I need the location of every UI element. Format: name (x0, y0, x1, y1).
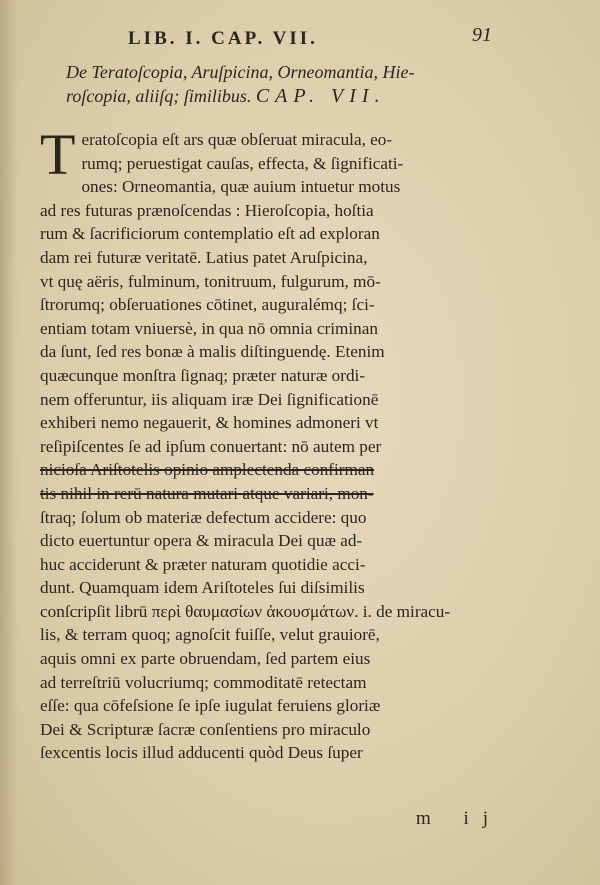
drop-cap: T (40, 122, 76, 187)
text-line-18: dicto euertuntur opera & miracula Dei quæ ad- (40, 531, 363, 551)
main-text (40, 122, 520, 765)
text-line-10: da ſunt, ſed res bonæ à malis diſtinguendę. Etenim (40, 342, 385, 362)
running-head: LIB. I. CAP. VII. (128, 28, 318, 49)
text-line-24: ad terreſtriū volucriumq; commoditatē retectam (40, 672, 367, 692)
text-line-7: vt quę aëris, fulminum, tonitruum, fulgurum, mō- (40, 271, 381, 291)
page-number: 91 (472, 24, 492, 46)
text-line-26: Dei & Scripturæ ſacræ conſentiens pro miraculo (40, 719, 371, 739)
text-line-12: nem offeruntur, iis aliquam iræ Dei ſignificationē (40, 389, 379, 409)
text-line-23: aquis omni ex parte obruendam, ſed partem eius (40, 649, 371, 669)
text-line-22: lis, & terram quoq; agnoſcit fuiſſe, velut grauiorē, (40, 625, 380, 645)
text-line-3: ones: Orneomantia, quæ auium intuetur motus (81, 177, 401, 197)
signature-mark: m ij (416, 808, 503, 829)
page-gutter-shadow (0, 0, 18, 885)
text-line-4: ad res futuras prænoſcendas : Hieroſcopia, hoſtia (40, 200, 374, 220)
text-line-15-struck: nicioſa Ariſtotelis opinio amplectenda confirman (40, 460, 375, 480)
text-line-9: entiam totam vniuersè, in qua nō omnia criminan (40, 318, 378, 338)
text-line-20: dunt. Quamquam idem Ariſtoteles ſui diſsimilis (40, 578, 365, 598)
chapter-title-line-2-text: roſcopia, aliiſq; ſimilibus. (66, 86, 252, 106)
text-line-19: huc acciderunt & præter naturam quotidie acci- (40, 554, 366, 574)
text-line-21: conſcripſit librū περὶ θαυμασίων ἀκουσμάτων. i. de miracu- (40, 601, 451, 621)
text-line-17: ſtraq; ſolum ob materiæ defectum accidere: quo (40, 507, 367, 527)
text-line-13: exhiberi nemo negauerit, & homines admoneri vt (40, 413, 379, 433)
text-line-1: eratoſcopia eſt ars quæ obſeruat miracula, eo- (81, 130, 393, 149)
text-line-27: ſexcentis locis illud adducenti quòd Deus ſuper (40, 743, 363, 763)
text-line-8: ſtrorumq; obſeruationes cōtinet, auguralémq; ſci- (40, 295, 375, 315)
text-line-5: rum & ſacrificiorum contemplatio eſt ad exploran (40, 224, 380, 244)
text-line-6: dam rei futuræ veritatē. Latius patet Aruſpicina, (40, 247, 368, 267)
chapter-title-line-2 (66, 84, 496, 108)
text-line-16-struck: tis nihil in rerū natura mutari atque variari, mon- (40, 483, 374, 503)
chapter-number: CAP. VII. (255, 85, 386, 107)
chapter-title-line-1: De Teratoſcopia, Aruſpicina, Orneomantia, Hie- (66, 62, 415, 82)
text-line-11: quæcunque monſtra ſignaq; præter naturæ ordi- (40, 365, 366, 385)
chapter-title (66, 60, 496, 108)
text-line-14: reſipiſcentes ſe ad ipſum conuertant: nō autem per (40, 436, 382, 456)
text-line-2: rumq; peruestigat cauſas, effecta, & ſignificati- (81, 153, 404, 173)
text-line-25: eſſe: qua cōfeſsione ſe ipſe iugulat feruiens gloriæ (40, 696, 381, 716)
